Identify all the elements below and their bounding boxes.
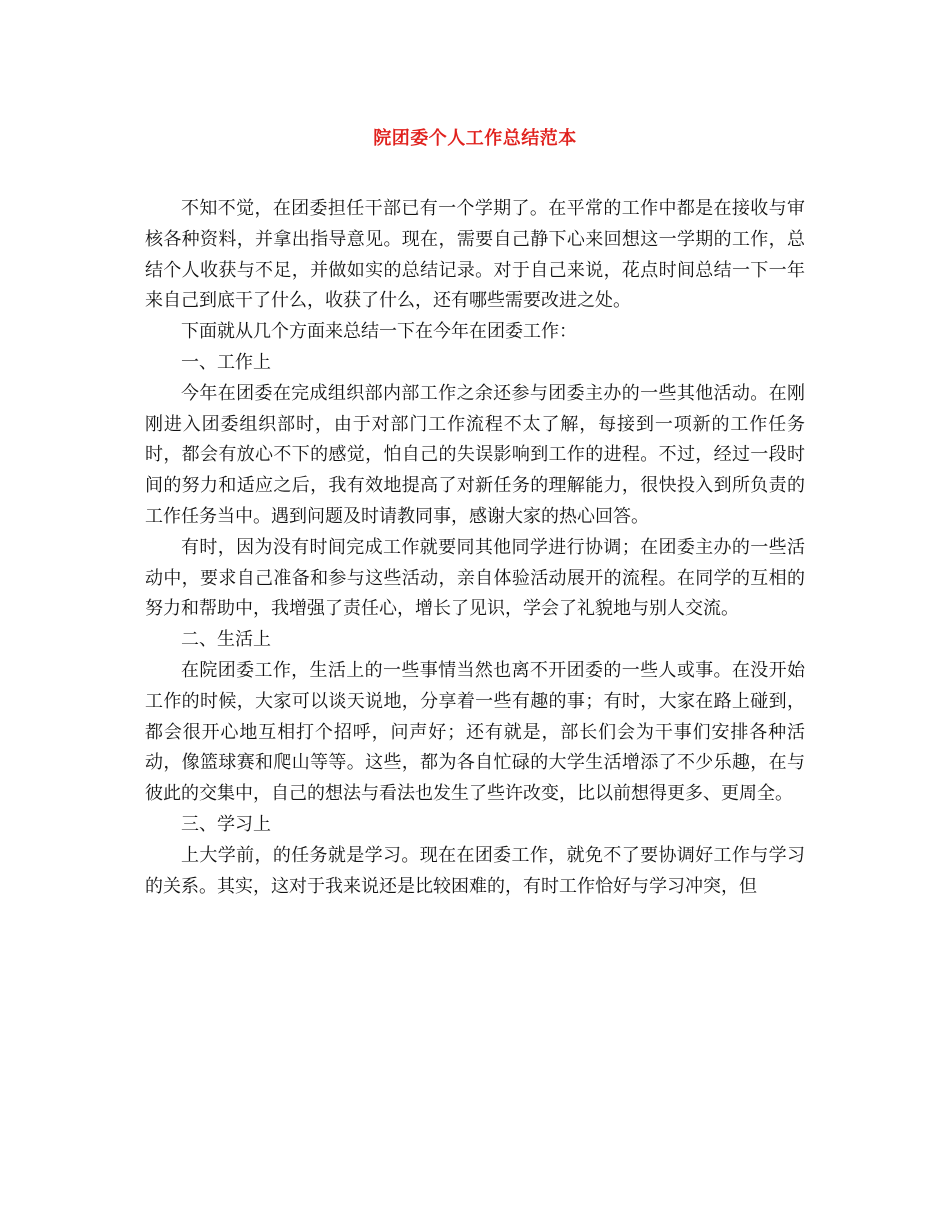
section-heading-study: 三、学习上 — [181, 813, 271, 835]
section-heading-life: 二、生活上 — [181, 629, 271, 651]
section-heading-work: 一、工作上 — [181, 351, 271, 373]
document-body — [145, 194, 805, 902]
document-title: 院团委个人工作总结范本 — [373, 128, 577, 149]
paragraph-study: 上大学前，的任务就是学习。现在在团委工作，就免不了要协调好工作与学习的关系。其实，这对于我来说还是比较困难的，有时工作恰好与学习冲突，但 — [145, 844, 805, 897]
paragraph-work-2: 有时，因为没有时间完成工作就要同其他同学进行协调；在团委主办的一些活动中，要求自己准备和参与这些活动，亲自体验活动展开的流程。在同学的互相的努力和帮助中，我增强了责任心，增长了见识，学会了礼貌地与别人交流。 — [145, 536, 805, 620]
paragraph-work-1: 今年在团委在完成组织部内部工作之余还参与团委主办的一些其他活动。在刚刚进入团委组织部时，由于对部门工作流程不太了解，每接到一项新的工作任务时，都会有放心不下的感觉，怕自己的失误影响到工作的进程。不过，经过一段时间的努力和适应之后，我有效地提高了对新任务的理解能力，很快投入到所负责的工作任务当中。遇到问题及时请教同事，感谢大家的热心回答。 — [145, 382, 805, 527]
paragraph-intro: 不知不觉，在团委担任干部已有一个学期了。在平常的工作中都是在接收与审核各种资料，并拿出指导意见。现在，需要自己静下心来回想这一学期的工作，总结个人收获与不足，并做如实的总结记录。对于自己来说，花点时间总结一下一年来自己到底干了什么，收获了什么，还有哪些需要改进之处。 — [145, 198, 805, 312]
paragraph-overview: 下面就从几个方面来总结一下在今年在团委工作： — [181, 321, 577, 343]
paragraph-life: 在院团委工作，生活上的一些事情当然也离不开团委的一些人或事。在没开始工作的时候，大家可以谈天说地，分享着一些有趣的事；有时，大家在路上碰到，都会很开心地互相打个招呼，问声好；还有就是，部长们会为干事们安排各种活动，像篮球赛和爬山等等。这些，都为各自忙碌的大学生活增添了不少乐趣，在与彼此的交集中，自己的想法与看法也发生了些许改变，比以前想得更多、更周全。 — [145, 659, 805, 805]
